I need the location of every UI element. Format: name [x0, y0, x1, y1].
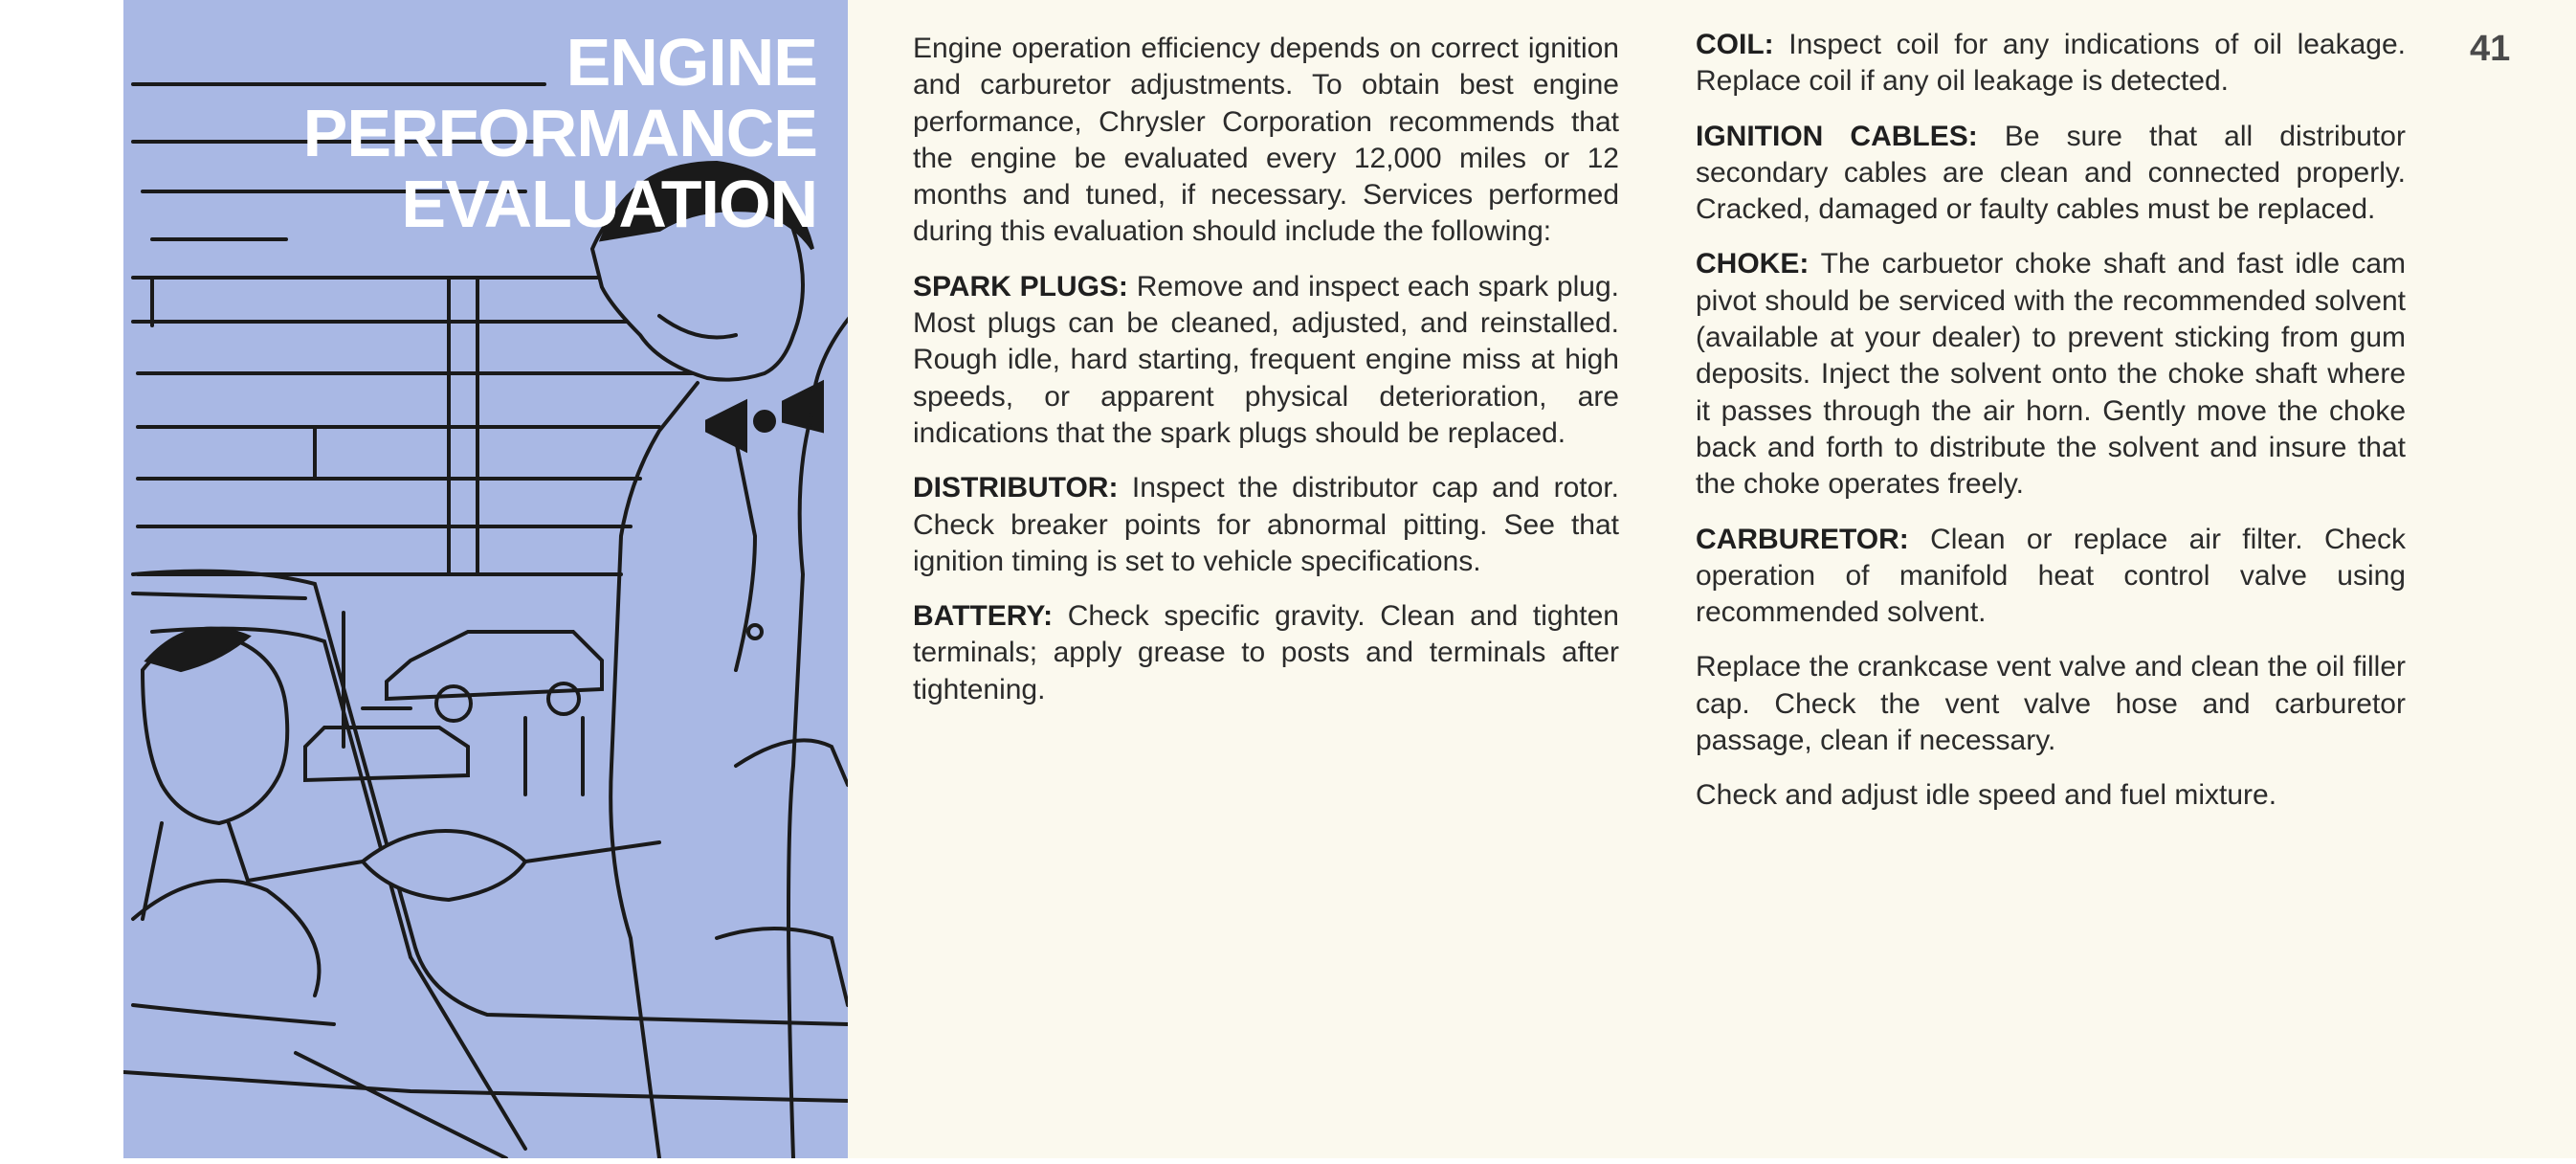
- section-heading: COIL:: [1696, 29, 1789, 60]
- section-heading: BATTERY:: [913, 600, 1068, 633]
- section-heading: CHOKE:: [1696, 248, 1821, 280]
- section-heading: SPARK PLUGS:: [913, 270, 1137, 302]
- section-heading: DISTRIBUTOR:: [913, 472, 1132, 504]
- section-title: [303, 27, 817, 239]
- idle-speed-paragraph: Check and adjust idle speed and fuel mixture.: [1696, 779, 2277, 812]
- section-heading: IGNITION CABLES:: [1696, 120, 2005, 152]
- page-number: 41: [2470, 29, 2511, 69]
- section-text: Be sure that all distributor secondary cables are clean and connected properly. Cracked, damaged or faulty cables must be replaced.: [1696, 120, 2406, 226]
- intro-paragraph: Engine operation efficiency depends on correct ignition and carburetor adjustments. To obtain best engine performance, Chrysler Corporation recommends that the engine be evaluated every 12,000 miles or 12 months and tuned, if necessary. Services performed during this evaluation should include the following:: [913, 33, 1619, 248]
- crankcase-paragraph: Replace the crankcase vent valve and clean the oil filler cap. Check the vent valve hose and carburetor passage, clean if necessary.: [1696, 651, 2406, 757]
- section-text: Check specific gravity. Clean and tighten terminals; apply grease to posts and terminals after tightening.: [913, 600, 1619, 705]
- section-text: The carbuetor choke shaft and fast idle cam pivot should be serviced with the recommended solvent (available at your dealer) to prevent sticking from gum deposits. Inject the solvent onto the choke shaft where it passes through the air horn. Gently move the choke back and forth to distribute the solvent and insure that the choke operates freely.: [1696, 248, 2406, 501]
- ignition-cables-section: [1696, 119, 2406, 229]
- choke-section: [1696, 246, 2406, 503]
- title-line: PERFORMANCE: [302, 96, 817, 170]
- section-text: Inspect coil for any indications of oil leakage. Replace coil if any oil leakage is detected.: [1696, 29, 2406, 98]
- battery-section: [913, 598, 1619, 708]
- distributor-section: [913, 470, 1619, 580]
- title-line: ENGINE: [566, 25, 817, 100]
- carburetor-section: [1696, 522, 2406, 632]
- section-text: Inspect the distributor cap and rotor. Check breaker points for abnormal pitting. See that ignition timing is set to vehicle specifications.: [913, 472, 1619, 577]
- manual-page: [123, 0, 2576, 1158]
- section-heading: CARBURETOR:: [1696, 523, 1931, 555]
- right-text-column: [1696, 27, 2406, 833]
- service-station-illustration: [123, 0, 848, 1158]
- left-text-column: [913, 31, 1619, 727]
- section-text: Clean or replace air filter. Check operation of manifold heat control valve using recommended solvent.: [1696, 523, 2407, 629]
- coil-section: [1696, 27, 2406, 101]
- title-line: EVALUATION: [401, 167, 817, 241]
- section-text: Remove and inspect each spark plug. Most plugs can be cleaned, adjusted, and reinstalled. Rough idle, hard starting, frequent engine miss at high speeds, or apparent physical deterioration, are indications that the spark plugs should be replaced.: [913, 270, 1619, 449]
- spark-plugs-section: [913, 269, 1619, 452]
